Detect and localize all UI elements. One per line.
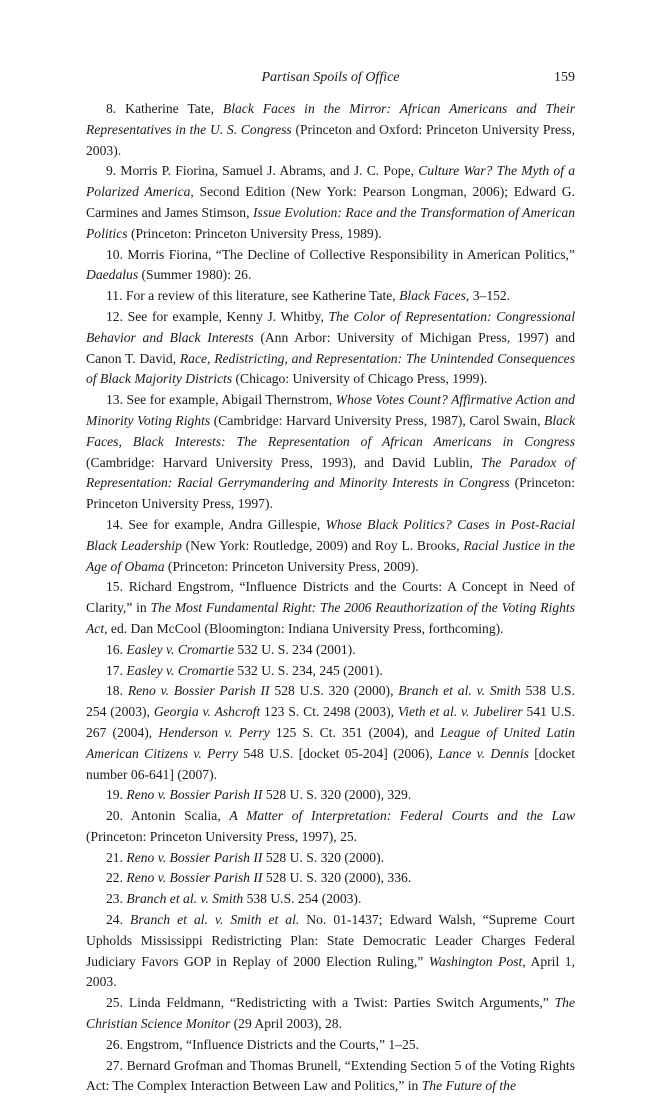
note-text: 17.: [106, 662, 127, 678]
note-text: , Second Edition (New York: Pearson Longman, 2006); Edward G. Carmines and James Stimson,: [86, 184, 575, 220]
note-text: 16.: [106, 641, 127, 657]
note-text: 528 U. S. 320 (2000), 336.: [262, 870, 412, 886]
italic-title: Branch et al. v. Smith: [126, 891, 244, 907]
note-text: (Cambridge: Harvard University Press, 1987), Carol Swain,: [210, 412, 545, 428]
italic-title: Branch et al. v. Smith: [398, 683, 521, 699]
note-text: (Princeton: Princeton University Press, 1989).: [127, 225, 382, 241]
endnote: [86, 161, 575, 244]
endnote: [86, 390, 575, 515]
italic-title: Race, Redistricting, and Representation: The Unintended Consequences of Black Majority Districts: [86, 350, 575, 387]
note-text: 25. Linda Feldmann, “Redistricting with a Twist: Parties Switch Arguments,”: [106, 995, 555, 1011]
note-text: 528 U. S. 320 (2000).: [262, 849, 385, 865]
note-text: 26. Engstrom, “Influence Districts and the Courts,” 1–25.: [106, 1036, 419, 1052]
note-text: 19.: [106, 787, 127, 803]
endnotes-list: [86, 99, 575, 1097]
note-text: [docket number 06-641] (2007).: [86, 745, 575, 782]
endnote: [86, 910, 575, 993]
italic-title: The Paradox of Representation: Racial Gerrymandering and Minority Interests in Congress: [86, 454, 576, 491]
note-text: , April 1, 2003.: [86, 953, 575, 990]
italic-title: The Color of Representation: Congressional Behavior and Black Interests: [86, 308, 575, 345]
note-text: (Cambridge: Harvard University Press, 1993), and David Lublin,: [86, 454, 482, 470]
italic-title: Culture War? The Myth of a Polarized America: [86, 163, 575, 200]
endnote: [86, 99, 575, 161]
endnote: [86, 681, 575, 785]
italic-title: League of United Latin American Citizens v. Perry: [86, 724, 575, 761]
italic-title: Whose Votes Count? Affirmative Action and Minority Voting Rights: [86, 392, 575, 428]
note-text: 8. Katherine Tate,: [106, 101, 223, 116]
endnote: [86, 848, 575, 869]
note-text: 27. Bernard Grofman and Thomas Brunell, “Extending Section 5 of the Voting Rights Act: The Complex Interaction Between Law and Politics,” in: [86, 1057, 575, 1094]
note-text: (Chicago: University of Chicago Press, 1999).: [232, 371, 488, 387]
note-text: 24.: [106, 912, 131, 928]
running-head: [86, 70, 575, 90]
note-text: 10. Morris Fiorina, “The Decline of Collective Responsibility in American Politics,”: [106, 246, 575, 262]
italic-title: Racial Justice in the Age of Obama: [86, 537, 576, 574]
note-text: 20. Antonin Scalia,: [106, 808, 230, 824]
note-text: 14. See for example, Andra Gillespie,: [106, 516, 326, 532]
endnote: [86, 868, 575, 889]
endnote: [86, 640, 575, 661]
note-text: 15. Richard Engstrom, “Influence Districts and the Courts: A Concept in Need of Clarity,” in: [86, 579, 575, 616]
note-text: , ed. Dan McCool (Bloomington: Indiana University Press, forthcoming).: [104, 620, 504, 636]
note-text: 9. Morris P. Fiorina, Samuel J. Abrams, and J. C. Pope,: [106, 163, 419, 179]
italic-title: Georgia v. Ashcroft: [153, 704, 261, 720]
endnote: [86, 1056, 575, 1097]
italic-title: Reno v. Bossier Parish II: [127, 683, 270, 699]
note-text: 18.: [106, 683, 128, 699]
note-text: 21.: [106, 849, 127, 865]
italic-title: The Future of the: [421, 1078, 516, 1094]
note-text: (Princeton: Princeton University Press, 1997), 25.: [86, 828, 358, 844]
endnote: [86, 1035, 575, 1056]
italic-title: Lance v. Dennis: [438, 745, 529, 761]
endnote: [86, 577, 575, 639]
italic-title: Issue Evolution: Race and the Transformation of American Politics: [86, 204, 575, 241]
endnote: [86, 785, 575, 806]
note-text: (Princeton: Princeton University Press, 2009).: [164, 558, 419, 574]
note-text: , 3–152.: [465, 288, 511, 304]
endnote: [86, 286, 575, 307]
italic-title: Reno v. Bossier Parish II: [126, 849, 263, 865]
endnote: [86, 245, 575, 287]
italic-title: Reno v. Bossier Parish II: [126, 787, 263, 803]
note-text: (29 April 2003), 28.: [230, 1016, 342, 1032]
italic-title: Reno v. Bossier Parish II: [126, 870, 263, 886]
endnote: [86, 661, 575, 682]
italic-title: Henderson v. Perry: [158, 724, 270, 740]
note-text: No. 01-1437; Edward Walsh, “Supreme Court Upholds Mississippi Redistricting Plan: State Democratic Leader Charges Federal Judiciary Favors GOP in Replay of 2000 Election Ruling,”: [86, 912, 575, 969]
note-text: 528 U.S. 320 (2000),: [269, 683, 399, 699]
note-text: (Ann Arbor: University of Michigan Press, 1997) and Canon T. David,: [86, 329, 576, 366]
italic-title: Daedalus: [86, 267, 139, 283]
italic-title: The Most Fundamental Right: The 2006 Reauthorization of the Voting Rights Act: [86, 600, 575, 636]
endnote: [86, 993, 575, 1035]
note-text: 123 S. Ct. 2498 (2003),: [260, 704, 398, 720]
running-title: Partisan Spoils of Office: [261, 70, 400, 85]
italic-title: The Christian Science Monitor: [86, 995, 575, 1032]
italic-title: Branch et al. v. Smith et al.: [130, 912, 300, 928]
italic-title: Black Faces in the Mirror: African Americans and Their Representatives in the U. S. Congress: [86, 101, 575, 137]
note-text: 11. For a review of this literature, see Katherine Tate,: [106, 288, 400, 304]
note-text: 12. See for example, Kenny J. Whitby,: [106, 308, 329, 324]
note-text: 528 U. S. 320 (2000), 329.: [262, 787, 412, 803]
italic-title: Easley v. Cromartie: [126, 662, 234, 678]
note-text: 538 U.S. 254 (2003),: [86, 683, 575, 720]
note-text: 532 U. S. 234 (2001).: [234, 641, 356, 657]
endnote: [86, 307, 575, 390]
note-text: (Summer 1980): 26.: [138, 267, 252, 283]
note-text: 23.: [106, 891, 127, 907]
italic-title: Washington Post: [428, 953, 523, 969]
note-text: (New York: Routledge, 2009) and Roy L. Brooks,: [181, 537, 464, 553]
note-text: 532 U. S. 234, 245 (2001).: [234, 662, 383, 678]
note-text: 13. See for example, Abigail Thernstrom,: [106, 392, 336, 408]
note-text: 538 U.S. 254 (2003).: [243, 891, 362, 907]
page-number: 159: [554, 70, 575, 85]
note-text: 548 U.S. [docket 05-204] (2006),: [238, 745, 439, 761]
endnote: [86, 806, 575, 848]
note-text: 125 S. Ct. 351 (2004), and: [269, 724, 441, 740]
endnote: [86, 515, 575, 577]
italic-title: A Matter of Interpretation: Federal Courts and the Law: [229, 808, 576, 824]
note-text: 541 U.S. 267 (2004),: [86, 704, 575, 740]
endnote: [86, 889, 575, 910]
note-text: 22.: [106, 870, 127, 886]
note-text: (Princeton: Princeton University Press, 1997).: [86, 475, 575, 512]
note-text: (Princeton and Oxford: Princeton University Press, 2003).: [86, 121, 575, 158]
italic-title: Whose Black Politics? Cases in Post-Racial Black Leadership: [86, 516, 575, 553]
italic-title: Easley v. Cromartie: [126, 641, 234, 657]
italic-title: Black Faces, Black Interests: The Representation of African Americans in Congress: [86, 412, 575, 449]
italic-title: Black Faces: [399, 288, 466, 304]
italic-title: Vieth et al. v. Jubelirer: [397, 704, 523, 720]
